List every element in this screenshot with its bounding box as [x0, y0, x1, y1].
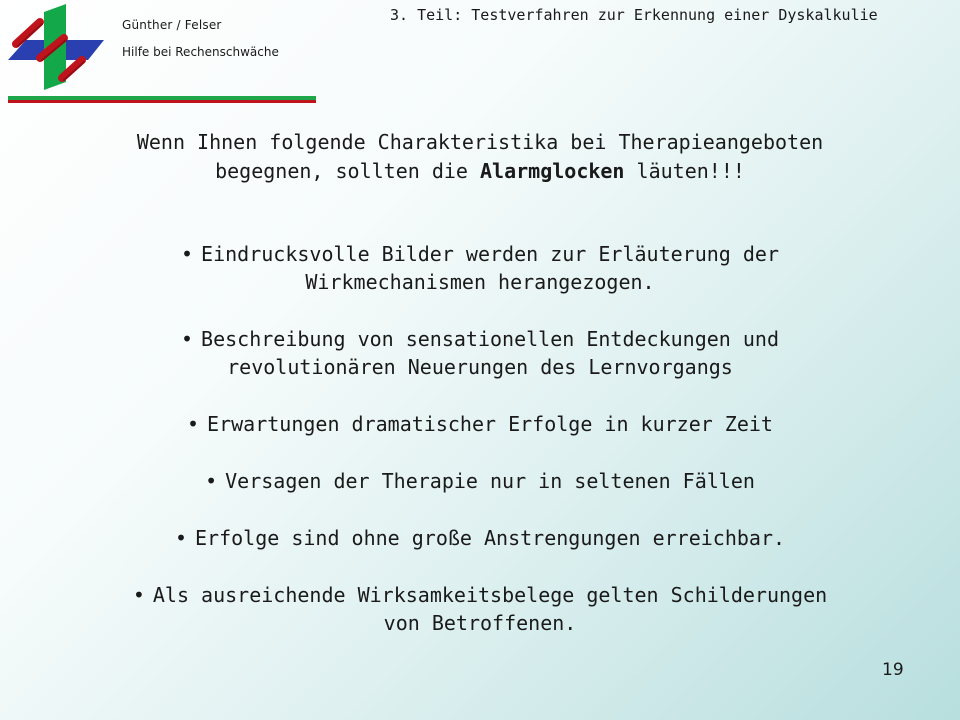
list-item [60, 325, 900, 381]
bullet-line-1 [60, 410, 900, 438]
headline-line-1: Wenn Ihnen folgende Charakteristika bei Therapieangeboten [136, 130, 824, 154]
bullet-line-2: Wirkmechanismen herangezogen. [305, 270, 655, 294]
bullet-icon: • [132, 583, 145, 607]
bullet-icon: • [205, 469, 218, 493]
bullet-text: Als ausreichende Wirksamkeitsbelege gelten Schilderungen [152, 583, 828, 607]
header-divider [8, 96, 316, 103]
bullet-list [60, 240, 900, 637]
bullet-text: Eindrucksvolle Bilder werden zur Erläuterung der [201, 242, 779, 266]
headline-emphasis: Alarmglocken [479, 159, 625, 183]
page-number: 19 [882, 660, 904, 680]
bullet-icon: • [187, 412, 200, 436]
section-title: 3. Teil: Testverfahren zur Erkennung einer Dyskalkulie [390, 6, 878, 24]
bullet-line-1 [60, 581, 900, 609]
bullet-line-1 [60, 325, 900, 353]
bullet-text: Erwartungen dramatischer Erfolge in kurzer Zeit [207, 412, 773, 436]
list-item [60, 240, 900, 296]
bullet-line-2: revolutionären Neuerungen des Lernvorgangs [227, 355, 733, 379]
bullet-icon: • [180, 327, 194, 351]
bullet-text: Beschreibung von sensationellen Entdeckungen und [201, 327, 779, 351]
headline-text: begegnen, sollten die [215, 159, 480, 183]
bullet-line-1 [60, 467, 900, 495]
headline [0, 128, 960, 186]
list-item [60, 581, 900, 637]
header-subtitle: Hilfe bei Rechenschwäche [122, 45, 279, 59]
list-item [60, 410, 900, 438]
bullet-icon: • [180, 242, 194, 266]
bullet-text: Erfolge sind ohne große Anstrengungen erreichbar. [195, 526, 786, 550]
bullet-line-2: von Betroffenen. [383, 611, 577, 635]
bullet-icon: • [174, 526, 188, 550]
bullet-text: Versagen der Therapie nur in seltenen Fällen [225, 469, 755, 493]
headline-text-end: läuten!!! [624, 159, 745, 183]
logo-icon [4, 2, 104, 94]
bullet-line-1 [60, 524, 900, 552]
list-item [60, 467, 900, 495]
list-item [60, 524, 900, 552]
author-name: Günther / Felser [122, 18, 222, 32]
bullet-line-1 [60, 240, 900, 268]
headline-line-2 [0, 157, 960, 186]
